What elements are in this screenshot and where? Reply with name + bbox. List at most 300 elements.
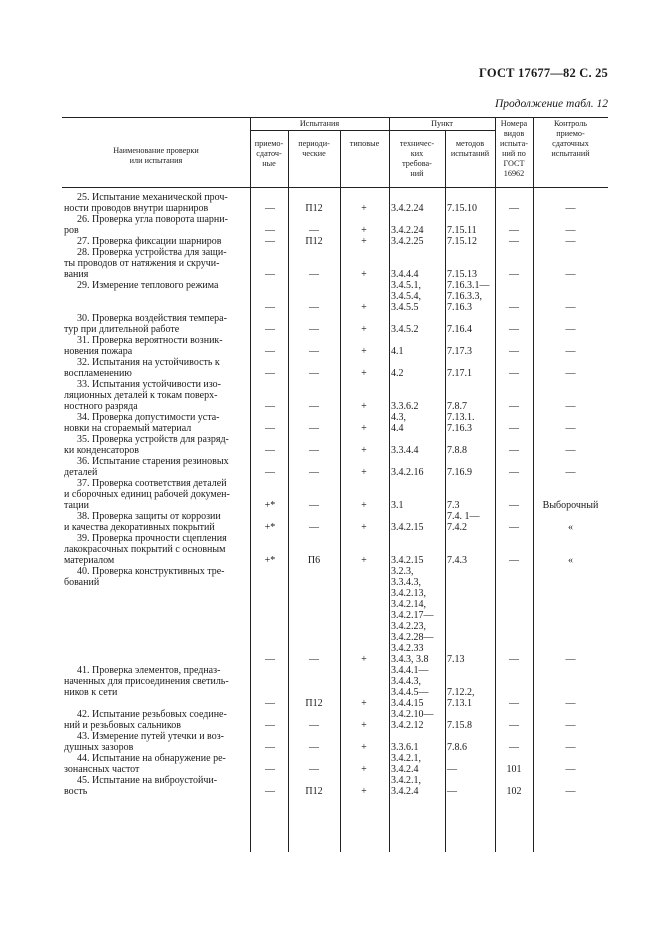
acceptance-cell: —: [265, 225, 275, 236]
check-name-line: 39. Проверка прочности сцепления: [77, 533, 227, 544]
table-row: [62, 434, 608, 456]
acceptance-control-cell: —: [565, 302, 576, 313]
method-clause-line: 7.4.2: [447, 522, 467, 533]
method-clause-line: 7.4.3: [447, 555, 467, 566]
header-type-tests: типовые: [349, 139, 380, 148]
type-test-cell: +: [361, 324, 367, 335]
check-name-line: новки на сгораемый материал: [64, 423, 192, 434]
method-clause-line: 7.17.3: [447, 346, 472, 357]
type-test-cell: +: [361, 203, 367, 214]
check-name-line: зонансных частот: [64, 764, 140, 775]
tech-req-clause-line: 3.4.2.15: [391, 522, 424, 533]
header-clause-group: Пункт: [431, 119, 453, 128]
tech-req-clause-line: 3.4.2.33: [391, 643, 424, 654]
header-line: испытаний: [551, 149, 590, 158]
header-line: испыта-: [500, 139, 528, 148]
acceptance-cell: —: [265, 203, 275, 214]
header-acceptance: [250, 139, 288, 169]
acceptance-control-cell: —: [565, 654, 576, 665]
check-name-line: 44. Испытание на обнаружение ре-: [77, 753, 226, 764]
check-name: [64, 280, 250, 313]
check-name: [64, 412, 250, 434]
acceptance-control-cell: —: [565, 269, 576, 280]
tech-req-clause: [391, 753, 445, 775]
acceptance-control-cell: —: [565, 764, 576, 775]
tech-req-clause-line: 3.4.5.1,: [391, 280, 421, 291]
header-gost-numbers: [495, 119, 533, 179]
method-clause-line: 7.4. 1—: [447, 511, 480, 522]
acceptance-cell: —: [265, 445, 275, 456]
tech-req-clause-line: 3.3.6.2: [391, 401, 419, 412]
check-name-line: [64, 291, 250, 302]
gost-number-cell: 102: [506, 786, 522, 797]
acceptance-control-cell: —: [565, 423, 576, 434]
periodic-cell: —: [309, 269, 319, 280]
method-clause-line: 7.15.10: [447, 203, 477, 214]
method-clause: [447, 324, 495, 335]
check-name-line: лакокрасочных покрытий с основным: [64, 544, 226, 555]
method-clause: [447, 280, 495, 313]
check-name-line: душных зазоров: [64, 742, 134, 753]
tech-req-clause-line: 3.4.2.14,: [391, 599, 426, 610]
tech-req-clause: [391, 412, 445, 434]
check-name: [64, 192, 250, 214]
check-name-line: и качества декоративных покрытий: [64, 522, 215, 533]
method-clause-line: 7.16.3.1—: [447, 280, 490, 291]
check-name-line: 36. Испытание старения резиновых: [77, 456, 229, 467]
tech-req-clause: [391, 445, 445, 456]
header-line: техничес-: [399, 139, 435, 148]
header-line: Наименование проверки: [113, 146, 199, 155]
tech-req-clause: [391, 709, 445, 731]
table-row: [62, 357, 608, 379]
gost-number-cell: —: [509, 225, 519, 236]
method-clause-line: 7.8.6: [447, 742, 467, 753]
method-clause-line: 7.15.12: [447, 236, 477, 247]
check-name: [64, 478, 250, 511]
tech-req-clause-line: 3.2.3,: [391, 566, 414, 577]
method-clause: [447, 401, 495, 412]
periodic-cell: —: [309, 742, 319, 753]
check-name: [64, 665, 250, 698]
tech-req-clause-line: 3.1: [391, 500, 404, 511]
check-name-line: вания: [64, 269, 89, 280]
gost-number-cell: —: [509, 302, 519, 313]
header-line: испытаний: [450, 149, 490, 158]
acceptance-control-cell: —: [565, 401, 576, 412]
header-line: ГОСТ: [503, 159, 525, 168]
tech-req-clause-line: 3.4.2.16: [391, 467, 424, 478]
header-methods: [445, 139, 495, 159]
tech-req-clause-line: 3.4.2.1,: [391, 775, 421, 786]
tech-req-clause: [391, 225, 445, 236]
method-clause: [447, 764, 495, 775]
header-line: 16962: [503, 169, 525, 178]
check-name-line: 25. Испытание механической проч-: [77, 192, 228, 203]
header-line: видов: [503, 129, 525, 138]
check-name-line: 26. Проверка угла поворота шарни-: [77, 214, 228, 225]
method-clause-line: 7.15.8: [447, 720, 472, 731]
check-name: [64, 379, 250, 412]
check-name: [64, 533, 250, 566]
check-name-line: 43. Измерение путей утечки и воз-: [77, 731, 224, 742]
acceptance-control-cell: —: [565, 742, 576, 753]
type-test-cell: +: [361, 720, 367, 731]
method-clause: [447, 654, 495, 665]
header-line: ких: [410, 149, 424, 158]
acceptance-cell: —: [265, 302, 275, 313]
method-clause-line: 7.15.13: [447, 269, 477, 280]
check-name-line: 42. Испытание резьбовых соедине-: [77, 709, 227, 720]
type-test-cell: +: [361, 654, 367, 665]
check-name-line: тур при длительной работе: [64, 324, 180, 335]
type-test-cell: +: [361, 401, 367, 412]
periodic-cell: —: [309, 368, 319, 379]
tech-req-clause: [391, 467, 445, 478]
tech-req-clause-line: 3.4.2.15: [391, 555, 424, 566]
method-clause: [447, 511, 495, 533]
acceptance-control-cell: —: [565, 786, 576, 797]
clause-group-rule: [389, 130, 495, 131]
periodic-cell: —: [309, 225, 319, 236]
tech-req-clause-line: 4.3,: [391, 412, 406, 423]
type-test-cell: +: [361, 225, 367, 236]
gost-number-cell: —: [509, 324, 519, 335]
method-clause: [447, 742, 495, 753]
acceptance-control-cell: —: [565, 236, 576, 247]
tech-req-clause-line: 3.4.4.5—: [391, 687, 429, 698]
periodic-cell: —: [309, 423, 319, 434]
tech-req-clause-line: 3.4.2.13,: [391, 588, 426, 599]
periodic-cell: П6: [307, 555, 321, 566]
acceptance-control-cell: —: [565, 467, 576, 478]
gost-number-cell: —: [509, 698, 519, 709]
type-test-cell: +: [361, 555, 367, 566]
check-name-line: 37. Проверка соответствия деталей: [77, 478, 227, 489]
check-name-line: ты проводов от натяжения и скручи-: [64, 258, 220, 269]
check-name: [64, 709, 250, 731]
check-name: [64, 753, 250, 775]
tech-req-clause-line: 3.4.5.4,: [391, 291, 421, 302]
method-clause-line: 7.16.3.3,: [447, 291, 482, 302]
gost-number-cell: —: [509, 203, 519, 214]
gost-number-cell: —: [509, 467, 519, 478]
method-clause-line: 7.16.3: [447, 423, 472, 434]
header-check-name: [62, 146, 250, 166]
type-test-cell: +: [361, 346, 367, 357]
tech-req-clause: [391, 522, 445, 533]
periodic-cell: —: [309, 324, 319, 335]
acceptance-control-cell: —: [565, 445, 576, 456]
table-row: [62, 511, 608, 533]
table-row: [62, 566, 608, 665]
acceptance-cell: —: [265, 742, 275, 753]
gost-number-cell: —: [509, 445, 519, 456]
table-row: [62, 753, 608, 775]
check-name: [64, 511, 250, 533]
method-clause-line: 7.16.9: [447, 467, 472, 478]
method-clause-line: 7.16.3: [447, 302, 472, 313]
method-clause-line: —: [447, 786, 457, 797]
header-line: ческие: [302, 149, 326, 158]
table-row: [62, 247, 608, 280]
method-clause: [447, 500, 495, 511]
check-name-line: 38. Проверка защиты от коррозии: [77, 511, 221, 522]
method-clause-line: 7.13.1.: [447, 412, 475, 423]
method-clause: [447, 687, 495, 709]
tech-req-clause: [391, 324, 445, 335]
tech-req-clause: [391, 346, 445, 357]
table-row: [62, 379, 608, 412]
periodic-cell: —: [309, 522, 319, 533]
acceptance-control-cell: —: [565, 698, 576, 709]
tech-req-clause: [391, 555, 445, 566]
acceptance-cell: —: [265, 698, 275, 709]
tech-req-clause-line: 4.2: [391, 368, 404, 379]
tech-req-clause-line: 3.4.4.3,: [391, 676, 421, 687]
acceptance-cell: —: [265, 269, 275, 280]
tech-req-clause-line: 3.4.2.28—: [391, 632, 434, 643]
type-test-cell: +: [361, 302, 367, 313]
tech-req-clause-line: 3.4.2.12: [391, 720, 424, 731]
method-clause: [447, 346, 495, 357]
tech-req-clause: [391, 203, 445, 214]
check-name-line: 41. Проверка элементов, предназ-: [77, 665, 221, 676]
check-name: [64, 313, 250, 335]
header-line: методов: [455, 139, 485, 148]
table-row: [62, 313, 608, 335]
header-line: сдаточ-: [256, 149, 282, 158]
test-table: [62, 117, 608, 852]
acceptance-cell: —: [265, 346, 275, 357]
table-row: [62, 280, 608, 313]
acceptance-cell: —: [265, 423, 275, 434]
acceptance-cell: —: [265, 324, 275, 335]
gost-number-cell: —: [509, 522, 519, 533]
type-test-cell: +: [361, 764, 367, 775]
method-clause-line: 7.13: [447, 654, 465, 665]
check-name: [64, 566, 250, 588]
tech-req-clause-line: 4.4: [391, 423, 404, 434]
method-clause: [447, 203, 495, 214]
gost-number-cell: —: [509, 401, 519, 412]
acceptance-control-cell: —: [565, 324, 576, 335]
periodic-cell: —: [309, 764, 319, 775]
type-test-cell: +: [361, 467, 367, 478]
check-name-line: ников к сети: [64, 687, 118, 698]
periodic-cell: —: [309, 346, 319, 357]
header-line: приемо-: [254, 139, 284, 148]
table-row: [62, 775, 608, 797]
check-name-line: тации: [64, 500, 89, 511]
check-name-line: 40. Проверка конструктивных тре-: [77, 566, 225, 577]
tech-req-clause-line: 3.4.2.24: [391, 203, 424, 214]
tech-req-clause-line: 3.4.3, 3.8: [391, 654, 429, 665]
acceptance-control-cell: —: [565, 203, 576, 214]
tech-req-clause: [391, 775, 445, 797]
type-test-cell: +: [361, 522, 367, 533]
acceptance-control-cell: «: [568, 522, 573, 533]
tech-req-clause: [391, 280, 445, 313]
periodic-cell: —: [309, 401, 319, 412]
tech-req-clause: [391, 500, 445, 511]
header-bottom-rule: [62, 187, 608, 188]
check-name: [64, 236, 250, 247]
gost-number-cell: —: [509, 269, 519, 280]
acceptance-cell: —: [265, 236, 275, 247]
header-line: Номера: [500, 119, 528, 128]
check-name: [64, 775, 250, 797]
method-clause: [447, 786, 495, 797]
tech-req-clause: [391, 401, 445, 412]
check-name: [64, 434, 250, 456]
check-name-line: ностного разряда: [64, 401, 138, 412]
acceptance-control-cell: —: [565, 720, 576, 731]
gost-number-cell: —: [509, 654, 519, 665]
tech-req-clause: [391, 269, 445, 280]
method-clause-line: 7.12.2,: [447, 687, 475, 698]
check-name-line: 35. Проверка устройств для разряд-: [77, 434, 229, 445]
check-name-line: ности проводов внутри шарниров: [64, 203, 209, 214]
method-clause: [447, 720, 495, 731]
check-name-line: 27. Проверка фиксации шарниров: [77, 236, 222, 247]
acceptance-control-cell: Выборочный: [542, 500, 599, 511]
tech-req-clause: [391, 236, 445, 247]
check-name-line: 33. Испытания устойчивости изо-: [77, 379, 222, 390]
gost-number-cell: 101: [506, 764, 522, 775]
tech-req-clause-line: 3.4.2.4: [391, 786, 419, 797]
type-test-cell: +: [361, 698, 367, 709]
type-test-cell: +: [361, 269, 367, 280]
periodic-cell: П12: [305, 698, 323, 709]
acceptance-control-cell: —: [565, 225, 576, 236]
table-row: [62, 731, 608, 753]
header-tests-group: Испытания: [299, 119, 340, 128]
tech-req-clause-line: 3.4.4.15: [391, 698, 424, 709]
check-name-line: ров: [64, 225, 79, 236]
check-name: [64, 335, 250, 357]
check-name-line: материалом: [64, 555, 115, 566]
check-name-line: 29. Измерение теплового режима: [77, 280, 219, 291]
type-test-cell: +: [361, 786, 367, 797]
tech-req-clause-line: 3.4.4.1—: [391, 665, 429, 676]
table-row: [62, 456, 608, 478]
acceptance-cell: —: [265, 720, 275, 731]
periodic-cell: —: [309, 654, 319, 665]
tests-group-rule: [250, 130, 389, 131]
tech-req-clause-line: 3.4.5.2: [391, 324, 419, 335]
type-test-cell: +: [361, 742, 367, 753]
method-clause: [447, 412, 495, 434]
check-name-line: ний и резьбовых сальников: [64, 720, 181, 731]
acceptance-control-cell: —: [565, 346, 576, 357]
tech-req-clause-line: 3.4.2.25: [391, 236, 424, 247]
acceptance-control-cell: «: [568, 555, 573, 566]
acceptance-cell: —: [265, 764, 275, 775]
method-clause: [447, 225, 495, 236]
check-name-line: и сборочных единиц рабочей докумен-: [64, 489, 230, 500]
tech-req-clause-line: 3.4.2.23,: [391, 621, 426, 632]
gost-number-cell: —: [509, 720, 519, 731]
gost-number-cell: —: [509, 500, 519, 511]
method-clause-line: 7.3: [447, 500, 460, 511]
method-clause-line: 7.16.4: [447, 324, 472, 335]
check-name-line: 30. Проверка воздействия темпера-: [77, 313, 227, 324]
check-name-line: 32. Испытания на устойчивость к: [77, 357, 220, 368]
tech-req-clause-line: 3.4.2.17—: [391, 610, 434, 621]
periodic-cell: П12: [305, 786, 323, 797]
type-test-cell: +: [361, 500, 367, 511]
tech-req-clause-line: 3.4.2.4: [391, 764, 419, 775]
acceptance-cell: —: [265, 401, 275, 412]
header-line: сдаточных: [552, 139, 589, 148]
header-line: ний: [410, 169, 424, 178]
type-test-cell: +: [361, 368, 367, 379]
method-clause-line: 7.17.1: [447, 368, 472, 379]
tech-req-clause: [391, 368, 445, 379]
method-clause: [447, 236, 495, 247]
tech-req-clause: [391, 566, 445, 665]
periodic-cell: —: [309, 500, 319, 511]
check-name: [64, 357, 250, 379]
method-clause: [447, 555, 495, 566]
check-name: [64, 247, 250, 280]
check-name-line: 45. Испытание на виброустойчи-: [77, 775, 218, 786]
tech-req-clause-line: 3.3.4.3,: [391, 577, 421, 588]
tech-req-clause: [391, 665, 445, 709]
header-line: требова-: [402, 159, 432, 168]
acceptance-cell: +*: [264, 555, 276, 566]
header-line: приемо-: [556, 129, 585, 138]
tech-req-clause-line: 3.4.2.10—: [391, 709, 434, 720]
check-name-line: наченных для присоединения светиль-: [64, 676, 229, 687]
periodic-cell: П12: [305, 236, 323, 247]
acceptance-cell: +*: [264, 522, 276, 533]
periodic-cell: —: [309, 467, 319, 478]
method-clause: [447, 467, 495, 478]
tech-req-clause-line: 3.4.2.1,: [391, 753, 421, 764]
header-periodic: [288, 139, 340, 159]
header-line: ные: [262, 159, 276, 168]
acceptance-cell: —: [265, 368, 275, 379]
acceptance-cell: +*: [264, 500, 276, 511]
header-line: или испытания: [129, 156, 183, 165]
tech-req-clause-line: 3.4.2.24: [391, 225, 424, 236]
type-test-cell: +: [361, 423, 367, 434]
acceptance-cell: —: [265, 467, 275, 478]
check-name-line: 28. Проверка устройства для защи-: [77, 247, 227, 258]
method-clause-line: 7.15.11: [447, 225, 477, 236]
method-clause-line: 7.8.8: [447, 445, 467, 456]
gost-number-cell: —: [509, 236, 519, 247]
header-acceptance-control: [533, 119, 608, 159]
type-test-cell: +: [361, 236, 367, 247]
check-name-line: ляционных деталей к токам поверх-: [64, 390, 218, 401]
tech-req-clause-line: 3.3.4.4: [391, 445, 419, 456]
check-name-line: [64, 302, 250, 313]
check-name-line: новения пожара: [64, 346, 133, 357]
acceptance-cell: —: [265, 654, 275, 665]
table-row: [62, 236, 608, 247]
gost-number-cell: —: [509, 742, 519, 753]
gost-number-cell: —: [509, 346, 519, 357]
method-clause: [447, 269, 495, 280]
periodic-cell: П12: [305, 203, 323, 214]
table-row: [62, 478, 608, 511]
continuation-label: Продолжение табл. 12: [495, 98, 608, 110]
header-tech-req: [389, 139, 445, 179]
header-line: ний по: [502, 149, 526, 158]
